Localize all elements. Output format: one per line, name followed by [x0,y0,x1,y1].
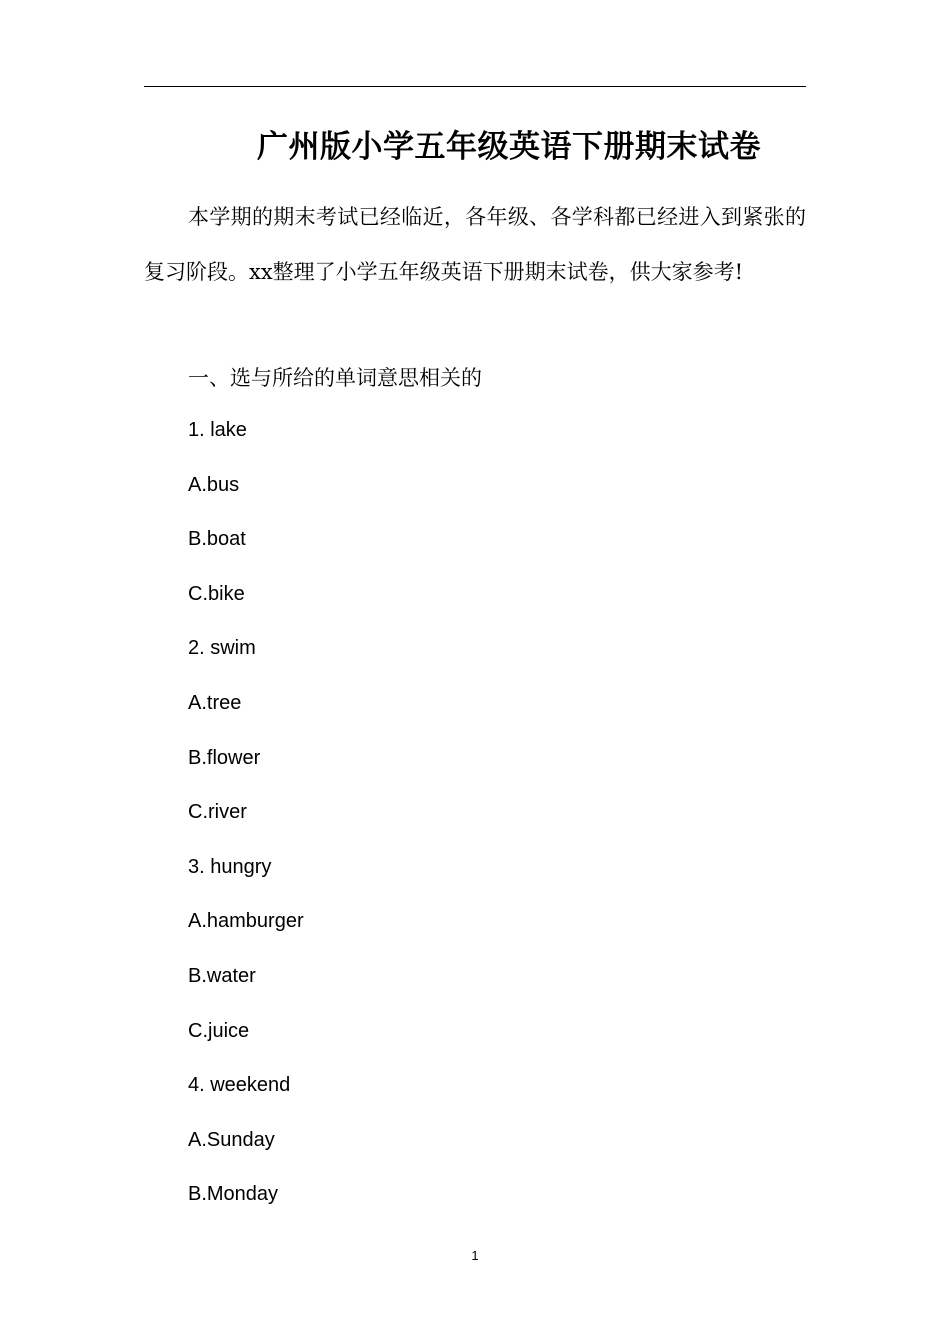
answer-option: A.hamburger [188,910,304,933]
section-heading: 一、选与所给的单词意思相关的 [188,366,482,390]
answer-option: B.water [188,964,256,987]
question-stem: 2. swim [188,637,256,660]
answer-option: C.river [188,801,247,824]
document-title: 广州版小学五年级英语下册期末试卷 [257,129,761,165]
answer-option: B.flower [188,746,261,769]
question-stem: 1. lake [188,419,247,441]
answer-option: B.Monday [188,1183,279,1206]
page-number: 1 [471,1248,479,1263]
question-stem: 4. weekend [188,1074,291,1097]
answer-option: C.juice [188,1019,250,1042]
question-list [188,408,304,1227]
answer-option: A.bus [188,473,240,496]
question-stem: 3. hungry [188,855,272,878]
intro-paragraph: 本学期的期末考试已经临近，各年级、各学科都已经进入到紧张的复习阶段。xx整理了小学五年级英语下册期末试卷，供大家参考! [144,205,806,284]
answer-option: C.bike [188,582,245,605]
header-rule [144,86,806,87]
answer-option: B.boat [188,528,246,551]
answer-option: A.tree [188,691,242,714]
answer-option: A.Sunday [188,1128,275,1151]
